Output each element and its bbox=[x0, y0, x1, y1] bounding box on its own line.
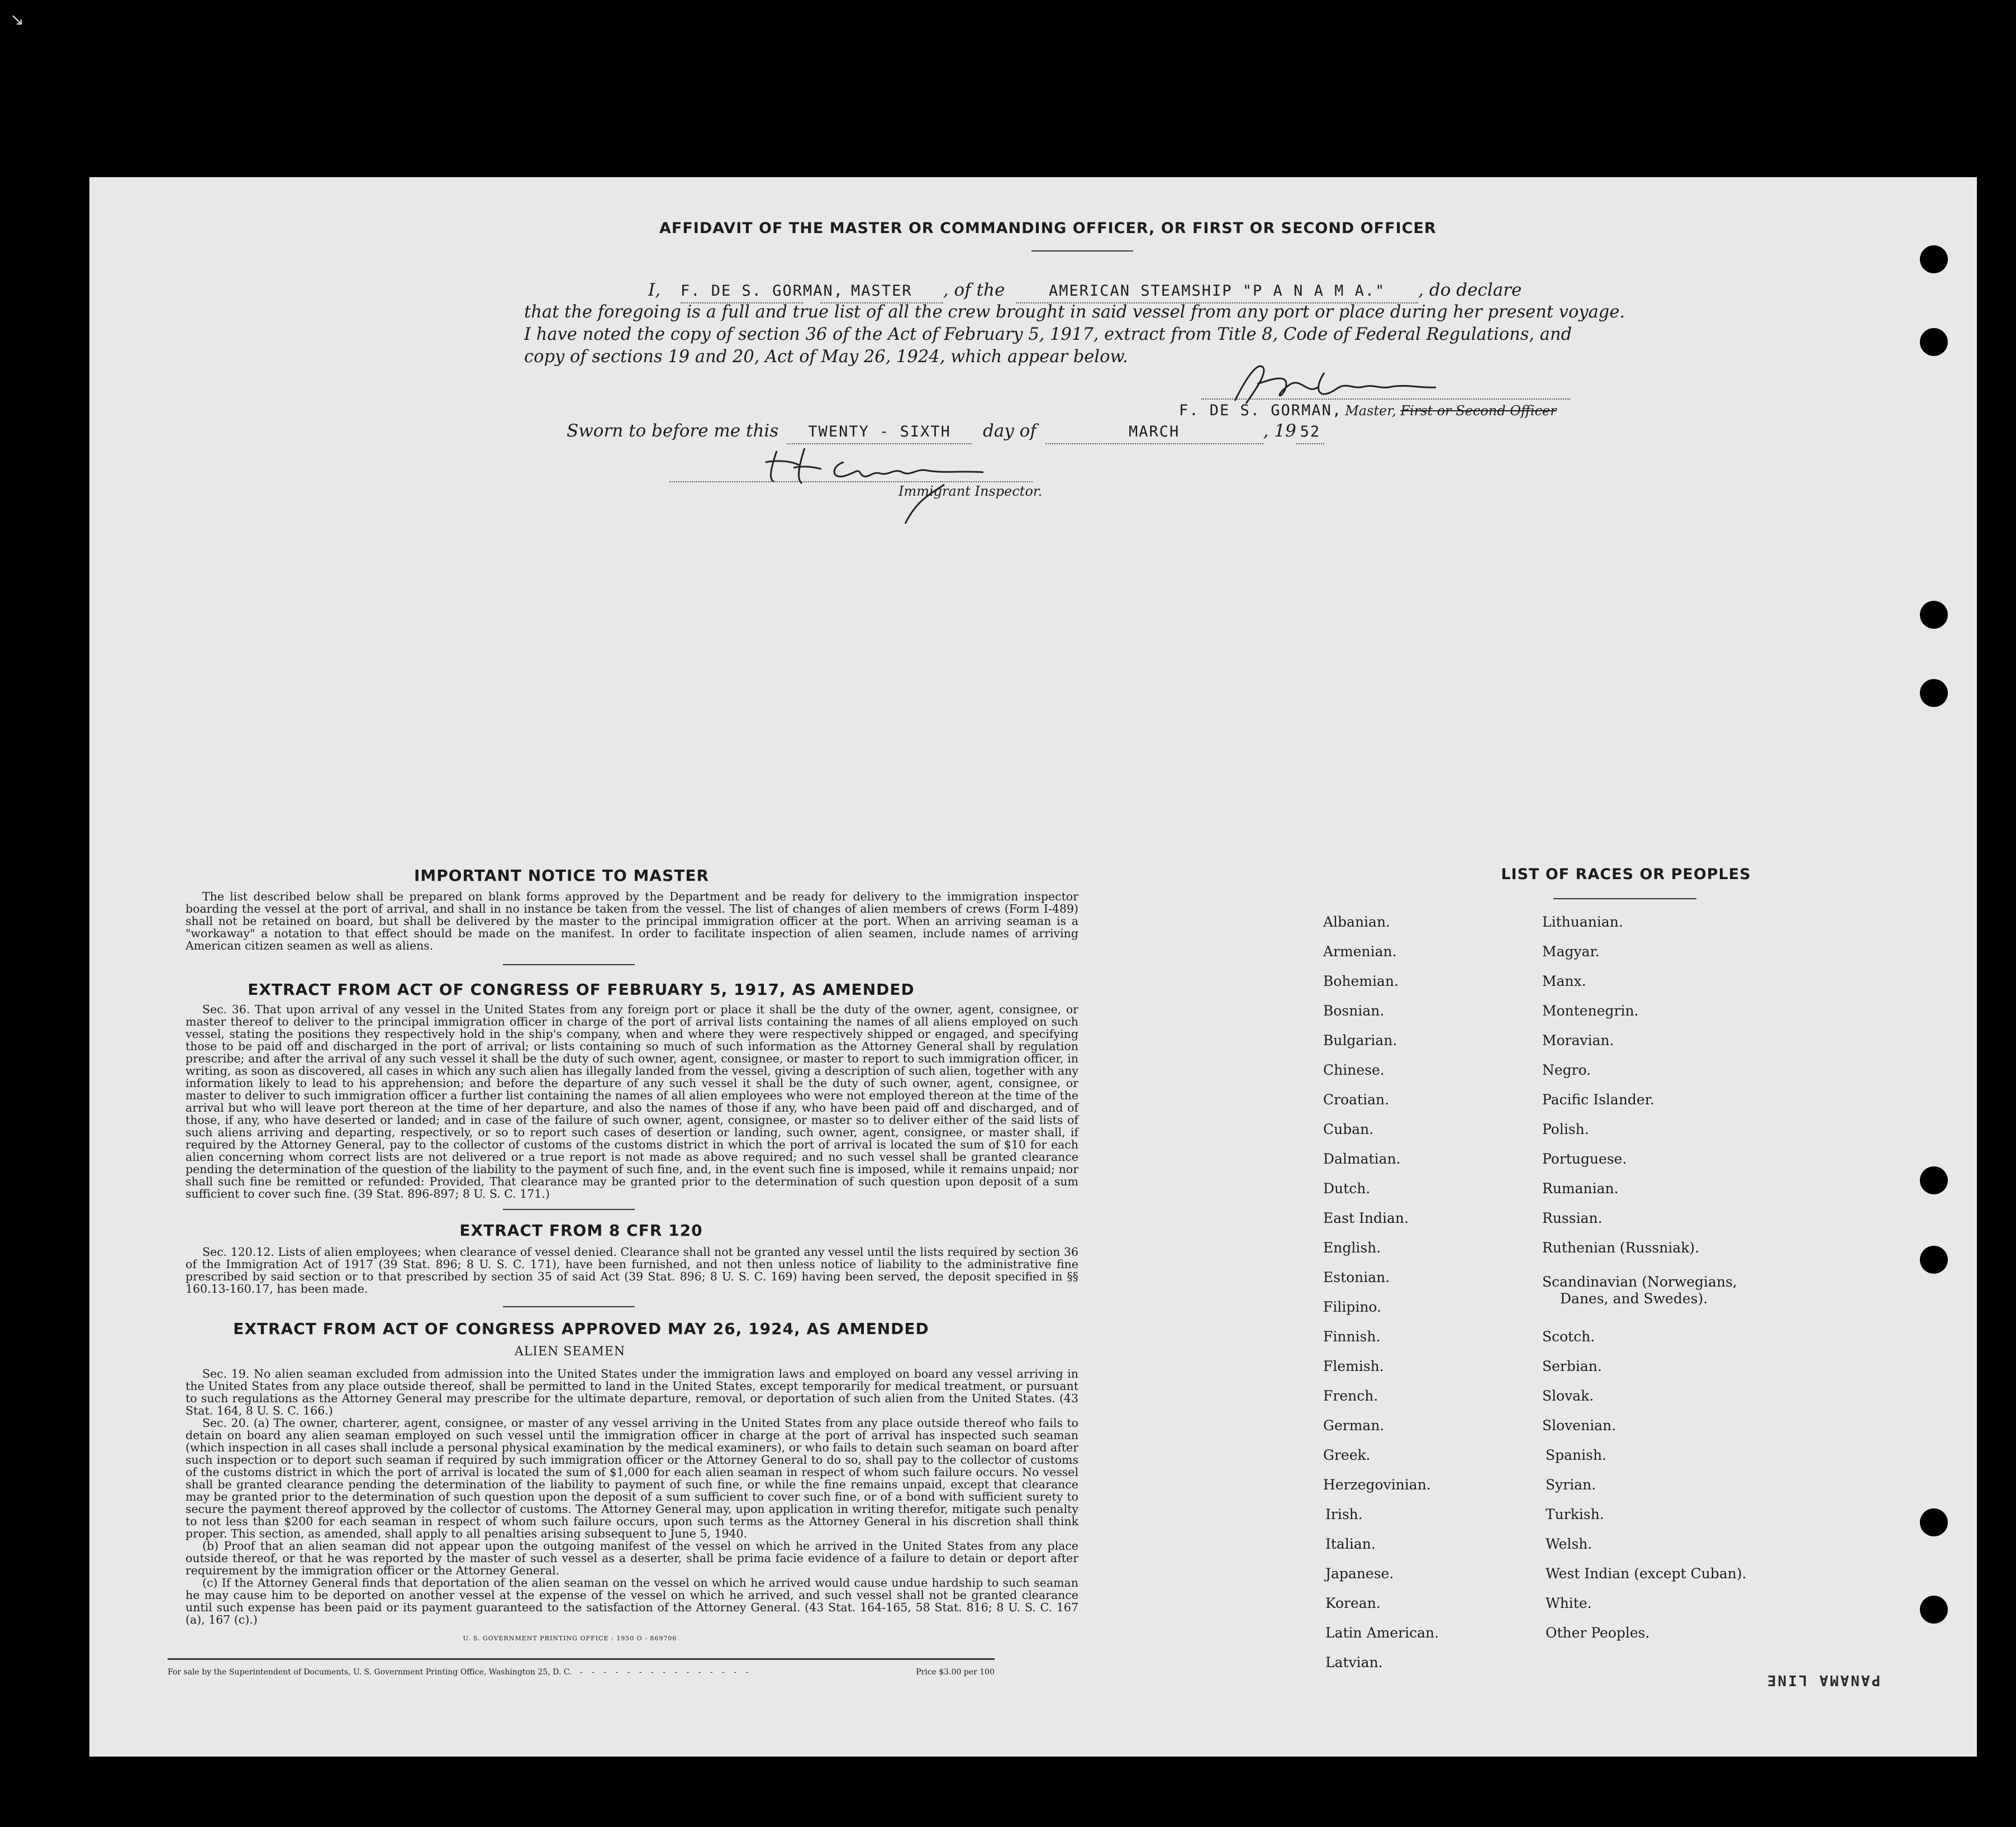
race-item: Herzegovinian. bbox=[1323, 1477, 1431, 1493]
race-item: Chinese. bbox=[1323, 1062, 1385, 1078]
race-item: Bulgarian. bbox=[1323, 1032, 1397, 1048]
race-item: Filipino. bbox=[1323, 1299, 1381, 1315]
race-item: Albanian. bbox=[1323, 914, 1391, 930]
race-item: Finnish. bbox=[1323, 1328, 1381, 1345]
sworn-day-field: TWENTY - SIXTH bbox=[787, 421, 972, 444]
race-item: Flemish. bbox=[1323, 1358, 1384, 1374]
affidavit-line-1 bbox=[648, 279, 1671, 303]
race-item: Lithuanian. bbox=[1542, 914, 1623, 930]
race-item: Russian. bbox=[1542, 1210, 1603, 1226]
sec-19-paragraph: Sec. 19. No alien seaman excluded from admission into the United States under the immigration laws and employed on board any vessel arriving in the United States from any place outside thereof, shall be permitted to land in the United States, except temporarily for medical treatment, or pursuant to such regulations as the Attorney General may prescribe for the ultimate departure, removal, or deportation of such alien from the United States. (43 Stat. 164, 8 U. S. C. 166.) bbox=[186, 1367, 1078, 1417]
race-item: East Indian. bbox=[1323, 1210, 1409, 1226]
extract-cfr-title: EXTRACT FROM 8 CFR 120 bbox=[459, 1221, 703, 1240]
race-item: Ruthenian (Russniak). bbox=[1542, 1240, 1700, 1256]
sec-20a-paragraph: Sec. 20. (a) The owner, charterer, agent, consignee, or master of any vessel arriving in the United States from any place outside thereof who fails to detain on board any alien seaman employed on such vessel until the immigration officer in charge at the port of arrival has inspected such seaman (which inspection in all cases shall include a personal physical examination by the medical examiners), or who fails to detain such seaman on board after such inspection or to deport such seaman if required by such immigration officer or the Attorney General to do so, shall pay to the collector of customs of the customs district in which the port of arrival is located the sum of $1,000 for each alien seaman in respect of whom such failure occurs. No vessel shall be granted clearance pending the determination of the liability to payment of such fine, or while the fine remains unpaid, except that clearance may be granted prior to the determination of such question upon the deposit of a sum sufficient to cover such fine, or of a bond with sufficient surety to secure the payment thereof approved by the collector of customs. The Attorney General may, upon application in writing therefor, mitigate such penalty to not less than $200 for each seaman in respect of whom such failure occurs, upon such terms as the Attorney General in his discretion shall think proper. This section, as amended, shall apply to all penalties arising subsequent to June 5, 1940. bbox=[186, 1416, 1078, 1540]
race-item: Turkish. bbox=[1546, 1506, 1604, 1522]
affidavit-i: I, bbox=[648, 280, 661, 300]
race-item: Scotch. bbox=[1542, 1328, 1595, 1345]
gpo-imprint: U. S. GOVERNMENT PRINTING OFFICE : 1950 O - 869706 bbox=[463, 1635, 677, 1642]
of-the-text: , of the bbox=[943, 280, 1005, 300]
race-item: Dutch. bbox=[1323, 1180, 1371, 1197]
rank-field: MASTER bbox=[820, 280, 943, 303]
footer-rule bbox=[168, 1658, 995, 1660]
notice-rule bbox=[503, 964, 635, 965]
master-title: Master, bbox=[1345, 403, 1401, 419]
corner-arrow-icon: ↘ bbox=[10, 10, 25, 30]
binder-hole bbox=[1920, 1246, 1948, 1274]
extract-1917-text: Sec. 36. That upon arrival of any vessel in the United States from any foreign port or place it shall be the duty of the owner, agent, consignee, or master thereof to deliver to the principal immigration officer in charge of the port of arrival lists containing the names of all aliens employed on such vessel, stating the positions they respectively hold in the ship's company, when and where they were respectively shipped or engaged, and specifying those to be paid off and discharged in the port of arrival; or lists containing so much of such information as the Attorney General shall by regulation prescribe; and after the arrival of any such vessel it shall be the duty of such owner, agent, consignee, or master to report to such immigration officer, in writing, as soon as discovered, all cases in which any such alien has illegally landed from the vessel, giving a description of such alien, together with any information likely to lead to his apprehension; and before the departure of any such vessel it shall be the duty of such owner, agent, consignee, or master to deliver to such immigration officer a further list containing the names of all alien employees who were not employed thereon at the time of the arrival but who will leave port thereon at the time of her departure, and also the names of those if any, who have been paid off and discharged, and of those, if any, who have deserted or landed; and in case of the failure of such owner, agent, consignee, or master so to deliver either of the said lists of such aliens arriving and departing, respectively, or so to report such cases of desertion or landing, such owner, agent, consignee, or master shall, if required by the Attorney General, pay to the collector of customs of the customs district in which the port of arrival is located the sum of $10 for each alien concerning whom correct lists are not delivered or a true report is not made as above required; and no such vessel shall be granted clearance pending the determination of the question of the liability to the payment of such fine, and, in the event such fine is imposed, while it remains unpaid; nor shall such fine be remitted or refunded: Provided, That clearance may be granted prior to the determination of such question upon deposit of a sum sufficient to cover such fine. (39 Stat. 896-897; 8 U. S. C. 171.) bbox=[186, 1003, 1078, 1200]
race-item: Manx. bbox=[1542, 973, 1586, 989]
race-item: Magyar. bbox=[1542, 943, 1600, 960]
race-item: Pacific Islander. bbox=[1542, 1092, 1654, 1108]
extract-1924-title: EXTRACT FROM ACT OF CONGRESS APPROVED MAY 26, 1924, AS AMENDED bbox=[233, 1320, 929, 1338]
binder-hole bbox=[1920, 1596, 1948, 1624]
vessel-field: AMERICAN STEAMSHIP "P A N A M A." bbox=[1016, 280, 1418, 303]
race-item: Portuguese. bbox=[1542, 1151, 1627, 1167]
extract-1924-text bbox=[186, 1368, 1078, 1626]
race-item: Latin American. bbox=[1325, 1625, 1439, 1641]
race-item: Bosnian. bbox=[1323, 1003, 1385, 1019]
race-item: Armenian. bbox=[1323, 943, 1397, 960]
race-item: Slovak. bbox=[1542, 1388, 1594, 1404]
do-declare-text: , do declare bbox=[1418, 280, 1522, 300]
day-of-text: day of bbox=[982, 421, 1036, 441]
race-item: Welsh. bbox=[1546, 1536, 1592, 1552]
panama-line-stamp: PANAMA LINE bbox=[1766, 1672, 1881, 1688]
race-item: Polish. bbox=[1542, 1121, 1589, 1137]
extract-cfr-rule bbox=[503, 1306, 635, 1307]
binder-hole bbox=[1920, 328, 1948, 356]
race-item: Cuban. bbox=[1323, 1121, 1374, 1137]
sale-notice: For sale by the Superintendent of Documents, U. S. Government Printing Office, Washington 25, D. C. bbox=[168, 1668, 572, 1677]
race-item: Latvian. bbox=[1325, 1654, 1383, 1671]
race-item: Irish. bbox=[1325, 1506, 1363, 1522]
race-item: French. bbox=[1323, 1388, 1378, 1404]
master-signature-block bbox=[1179, 400, 1557, 422]
notice-title: IMPORTANT NOTICE TO MASTER bbox=[413, 866, 710, 885]
extract-1917-title: EXTRACT FROM ACT OF CONGRESS OF FEBRUARY 5, 1917, AS AMENDED bbox=[248, 980, 915, 999]
extract-cfr-text: Sec. 120.12. Lists of alien employees; when clearance of vessel denied. Clearance shall not be granted any vessel until the lists required by section 36 of the Immigration Act of 1917 (39 Stat. 896; 8 U. S. C. 171), have been furnished, and not then unless notice of liability to the administrative fine prescribed by said section or to that prescribed by section 35 of said Act (39 Stat. 896; 8 U. S. C. 169) having been served, the deposit specified in §§ 160.13-160.17, has been made. bbox=[186, 1245, 1078, 1295]
race-item: Rumanian. bbox=[1542, 1180, 1619, 1197]
binder-hole bbox=[1920, 601, 1948, 629]
race-item: Bohemian. bbox=[1323, 973, 1399, 989]
extract-1924-subtitle: ALIEN SEAMEN bbox=[514, 1345, 626, 1359]
race-item: Serbian. bbox=[1542, 1358, 1602, 1374]
race-item: Scandinavian (Norwegians, bbox=[1542, 1274, 1737, 1290]
binder-hole bbox=[1920, 1508, 1948, 1536]
document-sheet bbox=[89, 177, 1977, 1757]
race-item: Dalmatian. bbox=[1323, 1151, 1401, 1167]
binder-hole bbox=[1920, 1166, 1948, 1194]
affidavit-line-2: that the foregoing is a full and true list of all the crew brought in said vessel from any port or place during her present voyage. bbox=[524, 302, 1625, 322]
race-item: Other Peoples. bbox=[1546, 1625, 1650, 1641]
race-item: Korean. bbox=[1325, 1595, 1381, 1611]
race-item: Montenegrin. bbox=[1542, 1003, 1639, 1019]
race-item: Japanese. bbox=[1325, 1565, 1394, 1582]
extract-1917-rule bbox=[503, 1209, 635, 1210]
sworn-year-field: 52 bbox=[1296, 421, 1324, 444]
master-name-field: F. DE S. GORMAN, bbox=[681, 280, 803, 303]
race-item: Syrian. bbox=[1546, 1477, 1596, 1493]
sec-20b-paragraph: (b) Proof that an alien seaman did not appear upon the outgoing manifest of the vessel on which he arrived in the United States from any place outside thereof, or that he was reported by the master of such vessel as a deserter, shall be prima facie evidence of a failure to detain or deport after requirement by the immigration officer or the Attorney General. bbox=[186, 1539, 1078, 1577]
race-item: Estonian. bbox=[1323, 1269, 1390, 1285]
sworn-pre-text: Sworn to before me this bbox=[567, 421, 779, 441]
race-item: English. bbox=[1323, 1240, 1381, 1256]
year-prefix-text: , 19 bbox=[1263, 421, 1296, 441]
races-title-rule bbox=[1553, 898, 1696, 899]
race-item: Moravian. bbox=[1542, 1032, 1614, 1048]
race-item: West Indian (except Cuban). bbox=[1546, 1565, 1747, 1582]
race-item: Danes, and Swedes). bbox=[1560, 1290, 1708, 1307]
race-item: Spanish. bbox=[1546, 1447, 1607, 1463]
race-item: White. bbox=[1546, 1595, 1592, 1611]
race-item: German. bbox=[1323, 1417, 1385, 1434]
notice-text: The list described below shall be prepared on blank forms approved by the Department and be ready for delivery to the immigration inspector boarding the vessel at the port of arrival, and shall in no instance be taken from the vessel. The list of changes of alien members of crews (Form I-489) shall not be retained on board, but shall be delivered by the master to the principal immigration officer at the port. When an arriving seaman is a "workaway" a notation to that effect should be made on the manifest. In order to facilitate inspection of alien seamen, include names of arriving American citizen seamen as well as aliens. bbox=[186, 890, 1078, 952]
binder-hole bbox=[1920, 245, 1948, 273]
inspector-title: Immigrant Inspector. bbox=[898, 483, 1043, 499]
sec-20c-paragraph: (c) If the Attorney General finds that deportation of the alien seaman on the vessel on which he arrived would cause undue hardship to such seaman he may cause him to be deported on another vessel at the expense of the vessel on which he arrived, and such vessel shall not be granted clearance until such expense has been paid or its payment guaranteed to the satisfaction of the Attorney General. (43 Stat. 164-165, 58 Stat. 816; 8 U. S. C. 167 (a), 167 (c).) bbox=[186, 1576, 1078, 1626]
race-item: Slovenian. bbox=[1542, 1417, 1616, 1434]
race-item: Italian. bbox=[1325, 1536, 1376, 1552]
footer-dashes: - - - - - - - - - - - - - - - bbox=[579, 1668, 752, 1677]
sworn-month-field: MARCH bbox=[1045, 421, 1263, 444]
race-item: Croatian. bbox=[1323, 1092, 1390, 1108]
race-item: Greek. bbox=[1323, 1447, 1371, 1463]
footer-line bbox=[168, 1668, 995, 1677]
races-title: LIST OF RACES OR PEOPLES bbox=[1501, 866, 1751, 883]
struck-officer-title: First or Second Officer bbox=[1400, 403, 1557, 419]
affidavit-title-rule bbox=[1031, 250, 1133, 251]
price-notice: Price $3.00 per 100 bbox=[916, 1668, 995, 1677]
affidavit-line-3: I have noted the copy of section 36 of the Act of February 5, 1917, extract from Title 8, Code of Federal Regulations, and bbox=[524, 325, 1572, 344]
master-typed-name: F. DE S. GORMAN, bbox=[1179, 402, 1343, 419]
binder-hole bbox=[1920, 679, 1948, 707]
affidavit-line-4: copy of sections 19 and 20, Act of May 26, 1924, which appear below. bbox=[524, 347, 1128, 367]
affidavit-title: AFFIDAVIT OF THE MASTER OR COMMANDING OFFICER, OR FIRST OR SECOND OFFICER bbox=[659, 220, 1437, 237]
race-item: Negro. bbox=[1542, 1062, 1591, 1078]
